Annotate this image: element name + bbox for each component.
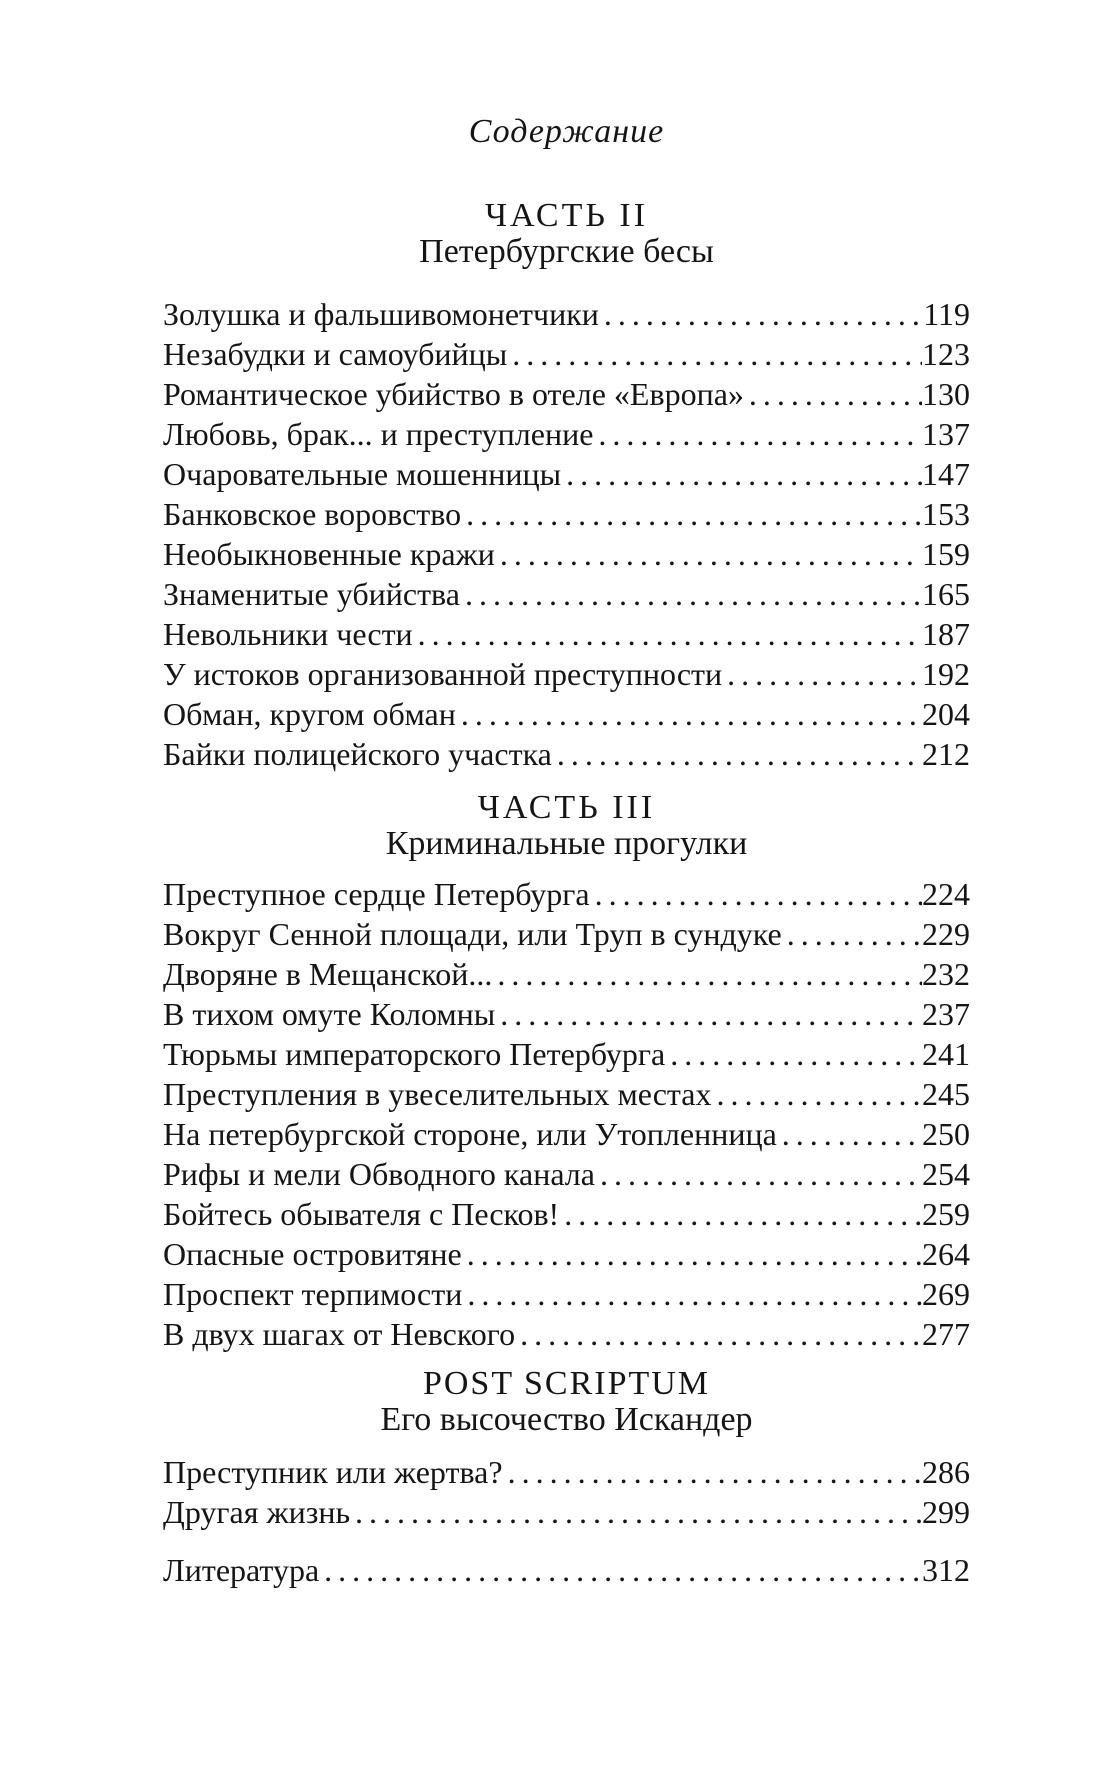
toc-entry-title: Преступник или жертва? xyxy=(163,1454,503,1490)
toc-dot-leader xyxy=(462,1234,922,1274)
toc-page-number: 137 xyxy=(922,416,970,452)
toc-list-post-scriptum xyxy=(163,1452,970,1590)
toc-row xyxy=(163,1194,970,1234)
toc-row xyxy=(163,334,970,374)
toc-entry-title: Романтическое убийство в отеле «Европа» xyxy=(163,376,744,412)
toc-dot-leader xyxy=(413,614,922,654)
toc-dot-leader xyxy=(515,1314,922,1354)
toc-row xyxy=(163,1034,970,1074)
toc-row xyxy=(163,1452,970,1492)
toc-content xyxy=(163,0,970,1590)
toc-entry-title: Обман, кругом обман xyxy=(163,696,456,732)
toc-page-number: 204 xyxy=(922,696,970,732)
toc-row xyxy=(163,614,970,654)
toc-entry-title: Байки полицейского участка xyxy=(163,736,552,772)
toc-page-number: 123 xyxy=(922,336,970,372)
toc-entry-title: Знаменитые убийства xyxy=(163,576,460,612)
toc-page-number: 254 xyxy=(922,1156,970,1192)
toc-dot-leader xyxy=(456,694,922,734)
toc-page-number: 269 xyxy=(922,1276,970,1312)
toc-row xyxy=(163,414,970,454)
toc-dot-leader xyxy=(319,1550,922,1590)
toc-page-number: 264 xyxy=(922,1236,970,1272)
toc-page-number: 250 xyxy=(922,1116,970,1152)
toc-entry-title: Банковское воровство xyxy=(163,496,462,532)
toc-entry-title: Опасные островитяне xyxy=(163,1236,462,1272)
toc-dot-leader xyxy=(495,994,922,1034)
contents-title: Содержание xyxy=(468,113,665,150)
toc-entry-title: Очаровательные мошенницы xyxy=(163,456,562,492)
toc-page-number: 286 xyxy=(922,1454,970,1490)
toc-entry-title: Преступления в увеселительных местах xyxy=(163,1076,712,1112)
toc-page-number: 277 xyxy=(922,1316,970,1352)
toc-row xyxy=(163,374,970,414)
toc-entry-title: Любовь, брак... и преступление xyxy=(163,416,594,452)
toc-row xyxy=(163,1274,970,1314)
toc-page-number: 212 xyxy=(922,736,970,772)
toc-row xyxy=(163,654,970,694)
toc-dot-leader xyxy=(561,454,922,494)
toc-row xyxy=(163,294,970,334)
toc-page-number: 245 xyxy=(922,1076,970,1112)
toc-dot-leader xyxy=(552,734,922,774)
toc-row xyxy=(163,994,970,1034)
toc-row xyxy=(163,914,970,954)
toc-dot-leader xyxy=(777,1114,922,1154)
toc-entry-title: Вокруг Сенной площади, или Труп в сундуке xyxy=(163,916,782,952)
toc-entry-title: Дворяне в Мещанской... xyxy=(163,956,493,992)
toc-row xyxy=(163,1074,970,1114)
toc-entry-title: В двух шагах от Невского xyxy=(163,1316,516,1352)
toc-page-number: 312 xyxy=(922,1552,970,1588)
toc-dot-leader xyxy=(507,334,922,374)
toc-dot-leader xyxy=(590,874,922,914)
toc-dot-leader xyxy=(503,1452,922,1492)
toc-page-number: 237 xyxy=(922,996,970,1032)
toc-entry-title: Преступное сердце Петербурга xyxy=(163,876,590,912)
toc-page-number: 159 xyxy=(922,536,970,572)
toc-row xyxy=(163,1314,970,1354)
toc-row-literature xyxy=(163,1550,970,1590)
section-heading-post-scriptum: POST SCRIPTUM xyxy=(422,1365,711,1402)
toc-entry-title: Незабудки и самоубийцы xyxy=(163,336,508,372)
toc-dot-leader xyxy=(744,374,922,414)
toc-entry-title: Тюрьмы императорского Петербурга xyxy=(163,1036,666,1072)
toc-row xyxy=(163,494,970,534)
toc-list-part2 xyxy=(163,294,970,774)
toc-entry-title: Необыкновенные кражи xyxy=(163,536,495,572)
toc-dot-leader xyxy=(722,654,922,694)
toc-dot-leader xyxy=(559,1194,922,1234)
toc-page-number: 259 xyxy=(922,1196,970,1232)
toc-page-number: 229 xyxy=(922,916,970,952)
toc-dot-leader xyxy=(595,1154,922,1194)
toc-entry-title: Проспект терпимости xyxy=(163,1276,463,1312)
toc-entry-title: У истоков организованной преступности xyxy=(163,656,723,692)
toc-row xyxy=(163,874,970,914)
toc-dot-leader xyxy=(462,1274,922,1314)
toc-dot-leader xyxy=(665,1034,922,1074)
toc-entry-title: В тихом омуте Коломны xyxy=(163,996,496,1032)
toc-page-number: 165 xyxy=(922,576,970,612)
toc-row xyxy=(163,954,970,994)
toc-dot-leader xyxy=(711,1074,922,1114)
toc-entry-title: Литература xyxy=(163,1552,320,1588)
toc-row xyxy=(163,1234,970,1274)
toc-page-number: 299 xyxy=(922,1494,970,1530)
toc-page-number: 130 xyxy=(922,376,970,412)
toc-page-number: 232 xyxy=(922,956,970,992)
toc-row xyxy=(163,1114,970,1154)
toc-row xyxy=(163,1492,970,1532)
toc-row xyxy=(163,694,970,734)
toc-entry-title: Рифы и мели Обводного канала xyxy=(163,1156,595,1192)
toc-dot-leader xyxy=(599,294,923,334)
toc-page-number: 241 xyxy=(922,1036,970,1072)
toc-entry-title: Золушка и фальшивомонетчики xyxy=(163,296,599,332)
toc-row xyxy=(163,734,970,774)
section-subheading-post-scriptum: Его высочество Искандер xyxy=(380,1401,753,1438)
section-heading-part3: ЧАСТЬ III xyxy=(477,789,656,826)
toc-page-number: 187 xyxy=(922,616,970,652)
toc-dot-leader xyxy=(350,1492,922,1532)
toc-dot-leader xyxy=(782,914,922,954)
toc-list-part3 xyxy=(163,874,970,1354)
toc-page-number: 192 xyxy=(922,656,970,692)
toc-page-number: 224 xyxy=(922,876,970,912)
toc-page-number: 153 xyxy=(922,496,970,532)
toc-dot-leader xyxy=(460,574,922,614)
toc-dot-leader xyxy=(593,414,922,454)
toc-page-number: 119 xyxy=(923,296,970,332)
toc-dot-leader xyxy=(492,954,922,994)
toc-row xyxy=(163,574,970,614)
toc-entry-title: На петербургской стороне, или Утопленница xyxy=(163,1116,777,1152)
section-subheading-part3: Криминальные прогулки xyxy=(385,825,748,862)
section-subheading-part2: Петербургские бесы xyxy=(419,233,714,270)
toc-page-number: 147 xyxy=(922,456,970,492)
toc-entry-title: Невольники чести xyxy=(163,616,413,652)
section-heading-part2: ЧАСТЬ II xyxy=(484,197,649,234)
toc-dot-leader xyxy=(461,494,922,534)
toc-entry-title: Другая жизнь xyxy=(163,1494,351,1530)
toc-row xyxy=(163,1154,970,1194)
toc-dot-leader xyxy=(495,534,922,574)
toc-row xyxy=(163,454,970,494)
toc-row xyxy=(163,534,970,574)
toc-entry-title: Бойтесь обывателя с Песков! xyxy=(163,1196,560,1232)
